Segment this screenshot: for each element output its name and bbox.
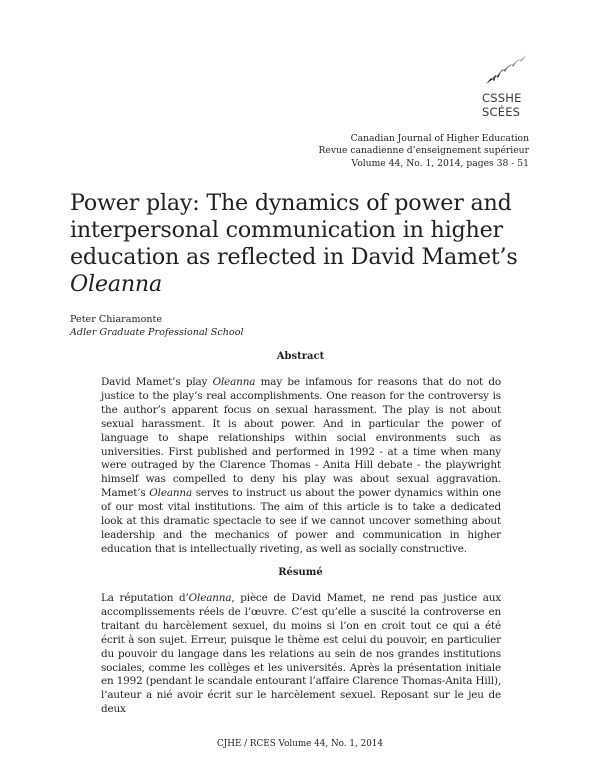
- abstract-part-3: serves to instruct us about the power dynamics within one of our most vital institutions. The aim of this article is to take a dedicated look at this dramatic spectacle to see if we cannot uncover something about leadership and the mechanics of power and communication in higher education that is intellectually riveting, as well as socially constructive.: [101, 487, 501, 555]
- logo-line-2: SCÉES: [482, 105, 521, 119]
- journal-issue: Volume 44, No. 1, 2014, pages 38 - 51: [351, 157, 529, 169]
- author-name: Peter Chiaramonte: [70, 314, 163, 325]
- resume-play-title: Oleanna: [188, 592, 232, 604]
- article-title-italic: Oleanna: [70, 271, 163, 297]
- author-affiliation: Adler Graduate Professional School: [70, 327, 244, 338]
- article-title: [70, 190, 540, 298]
- abstract-heading: Abstract: [276, 351, 325, 362]
- journal-logo: [482, 54, 530, 122]
- abstract-play-title: Oleanna: [212, 376, 256, 388]
- journal-name-fr: Revue canadienne d’enseignement supérieur: [318, 145, 529, 157]
- author-block: [70, 313, 244, 339]
- journal-info: [319, 133, 529, 170]
- resume-text: [101, 592, 501, 717]
- article-title-main: Power play: The dynamics of power and interpersonal communication in higher education as reflected in David Mamet’s: [70, 190, 518, 270]
- abstract-part-1: David Mamet’s play: [101, 376, 213, 388]
- page-footer: CJHE / RCES Volume 44, No. 1, 2014: [217, 739, 383, 749]
- abstract-play-title-2: Oleanna: [149, 487, 193, 500]
- abstract-part-2: may be infamous for reasons that do not do justice to the play’s real accomplishments. One reason for the controversy is the author’s apparent focus on sexual harassment. The play is not about sexual harassment. It is about power. And in particular the power of language to shape relationships within social environments such as universities. First published and performed in 1992 - at a time when many were outraged by the Clarence Thomas - Anita Hill debate - the playwright himself was compelled to deny his play was about sexual aggravation. Mamet’s: [101, 376, 501, 500]
- abstract-text: [101, 376, 501, 557]
- logo-line-1: CSSHE: [482, 91, 522, 105]
- bird-flock-icon: [482, 54, 530, 90]
- resume-part-1: La réputation d’: [101, 592, 189, 604]
- journal-name-en: Canadian Journal of Higher Education: [350, 133, 529, 144]
- resume-heading: Résumé: [278, 567, 323, 578]
- resume-part-2: , pièce de David Mamet, ne rend pas justice aux accomplissements réels de l’œuvre. C’est qu’elle a suscité la controverse en traitant du harcèlement sexuel, du moins si l’on en croit tout ce qui a été écrit à son sujet. Erreur, puisque le thème est celui du pouvoir, en particulier du pouvoir du langage dans les relations au sein de nos grandes institutions sociales, comme les collèges et les universités. Après la présentation initiale en 1992 (pendant le scandale entourant l’affaire Clarence Thomas-Anita Hill), l’auteur a nié avoir écrit sur le harcèlement sexuel. Reposant sur le jeu de deux: [101, 592, 501, 716]
